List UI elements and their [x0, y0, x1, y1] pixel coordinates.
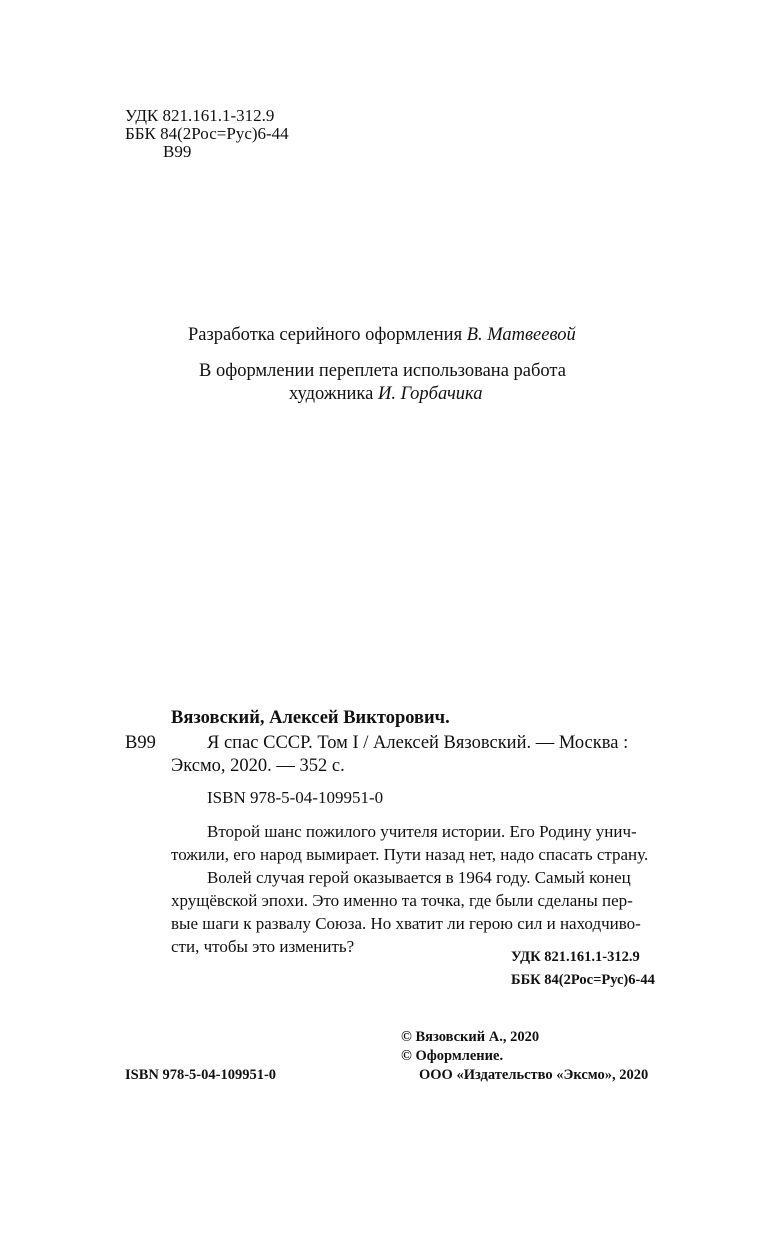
binding-credit-line2: [289, 382, 482, 406]
series-design-credit: [188, 323, 576, 347]
annotation-line: Второй шанс пожилого учителя истории. Его Родину унич-: [207, 822, 637, 841]
card-bbk: ББК 84(2Рос=Рус)6-44: [511, 972, 655, 988]
header-bbk: ББК 84(2Рос=Рус)6-44: [125, 124, 289, 143]
card-udk: УДК 821.161.1-312.9: [511, 949, 640, 965]
annotation-line: тожили, его народ вымирает. Пути назад нет, надо спасать страну.: [171, 845, 649, 864]
card-isbn: ISBN 978-5-04-109951-0: [207, 788, 384, 807]
header-author-mark: В99: [163, 142, 192, 161]
copyright-design: © Оформление.: [401, 1048, 504, 1064]
card-author: Вязовский, Алексей Викторович.: [171, 708, 450, 728]
card-title-line1: Я спас СССР. Том I / Алексей Вязовский. — Москва :: [207, 733, 629, 753]
annotation-line: сти, чтобы это изменить?: [171, 937, 355, 956]
binding-credit-line1: В оформлении переплета использована работа: [199, 361, 566, 381]
copyright-author: © Вязовский А., 2020: [401, 1029, 540, 1045]
annotation-line: вые шаги к развалу Союза. Но хватит ли герою сил и находчиво-: [171, 914, 641, 933]
footer-isbn: ISBN 978-5-04-109951-0: [125, 1067, 277, 1083]
header-udk: УДК 821.161.1-312.9: [125, 106, 275, 125]
card-mark: В99: [125, 733, 156, 753]
annotation-line: хрущёвской эпохи. Это именно та точка, где были сделаны пер-: [171, 891, 633, 910]
annotation-line: Волей случая герой оказывается в 1964 году. Самый конец: [207, 868, 631, 887]
series-design-prefix: Разработка серийного оформления: [188, 325, 463, 345]
publisher-line: ООО «Издательство «Эксмо», 2020: [419, 1067, 649, 1083]
binding-credit-name: И. Горбачика: [377, 384, 483, 404]
binding-credit-prefix: художника: [289, 384, 374, 404]
series-design-name: В. Матвеевой: [466, 325, 576, 345]
card-title-line2: Эксмо, 2020. — 352 с.: [171, 756, 345, 776]
